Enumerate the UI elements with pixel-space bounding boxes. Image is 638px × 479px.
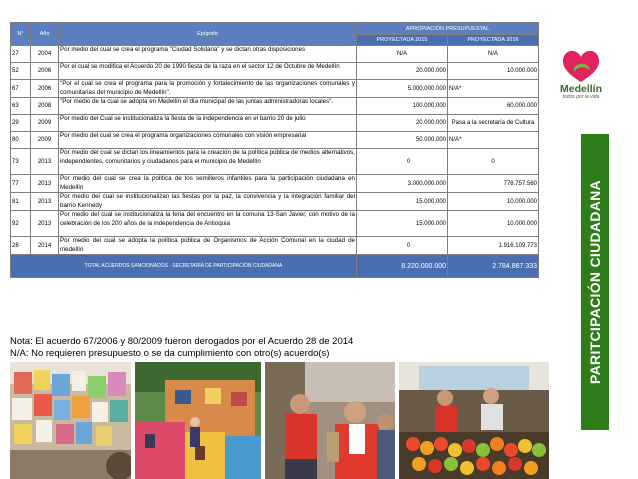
row-value-2015: 20.000.000	[357, 63, 448, 80]
side-banner-text: PARITCIPACIÓN CIUDADANA	[587, 180, 603, 384]
table-row	[11, 63, 539, 80]
photo-wall-drawings	[10, 362, 131, 479]
row-value-2016: 10.000.000	[448, 193, 539, 211]
row-value-2015: 0	[357, 149, 448, 175]
table-row	[11, 149, 539, 175]
row-year: 2013	[31, 149, 59, 175]
row-num: 77	[11, 175, 31, 193]
row-value-2015: 3.000.000.000	[357, 175, 448, 193]
table-row	[11, 98, 539, 115]
row-value-2016: 60.000.000	[448, 98, 539, 115]
table-row	[11, 115, 539, 132]
row-value-2015: 0	[357, 237, 448, 255]
total-2015: 8.220.000.000	[357, 255, 448, 278]
row-value-2015: 5.000.000.000	[357, 80, 448, 98]
header-epigraph: Epígrafe	[59, 23, 357, 46]
row-num: 52	[11, 63, 31, 80]
row-num: 92	[11, 211, 31, 237]
row-year: 2008	[31, 98, 59, 115]
table-row	[11, 211, 539, 237]
agreements-table	[10, 22, 539, 278]
header-num: N°	[11, 23, 31, 46]
side-banner	[581, 134, 609, 430]
row-year: 2009	[31, 132, 59, 149]
row-value-2016: N/A	[448, 46, 539, 63]
row-epigraph: Por el cual se modifica el Acuerdo 20 de 1990 fiesta de la raza en el sector 12 de Octubre de Medellín	[59, 63, 357, 80]
table-row	[11, 46, 539, 63]
row-value-2015: 15.000.000	[357, 211, 448, 237]
photo-community-workers	[265, 362, 395, 479]
row-year: 2004	[31, 46, 59, 63]
row-epigraph: Por medio del Cual se institucionaliza la fiesta de la independencia en el barrio 20 de julio	[59, 115, 357, 132]
row-value-2015: N/A	[357, 46, 448, 63]
row-epigraph: Por medio del cual se crea la política de los semilleros infantiles para la participación ciudadana en Medellín	[60, 175, 355, 191]
row-num: 63	[11, 98, 31, 115]
header-budget: APROPIACIÓN PRESUPUESTAL	[357, 23, 539, 35]
row-epigraph: Por medio del cual se crea el programa "Ciudad Solidaria" y se dictan otras disposiciones	[59, 46, 357, 63]
row-year: 2006	[31, 63, 59, 80]
total-label: TOTAL ACUERDOS SANCIONADOS - SECRETARÍA DE PARTICIPACIÓN CIUDADANA	[11, 255, 357, 278]
row-value-2016: N/A*	[448, 132, 539, 149]
row-value-2015: 20.000.000	[357, 115, 448, 132]
row-year: 2013	[31, 175, 59, 193]
row-value-2016: N/A*	[448, 80, 539, 98]
table-row	[11, 132, 539, 149]
photo-fruit-market	[399, 362, 549, 479]
logo-tagline: todos por la vida	[562, 94, 600, 100]
row-num: 28	[11, 237, 31, 255]
row-year: 2006	[31, 80, 59, 98]
row-epigraph: "Por el cual se crea el programa para la promoción y fortalecimiento de las organizaciones comunales y comunitarias del municipio de Medellín".	[60, 80, 355, 96]
header-year: Año	[31, 23, 59, 46]
header-projected-2015: PROYECTADA 2015	[357, 35, 448, 46]
row-epigraph: Por medio del cual se dictan los lineamientos para la creación de la política pública de medios alternativos, independientes, comunitarios y ciudadanos para el municipio de Medellín	[59, 149, 357, 175]
photo-colorful-houses	[135, 362, 261, 479]
row-num: 67	[11, 80, 31, 98]
row-num: 81	[11, 193, 31, 211]
row-value-2016: 0	[448, 149, 539, 175]
row-value-2016: 10.000.000	[448, 211, 539, 237]
total-2016: 2.784.867.333	[448, 255, 539, 278]
row-num: 27	[11, 46, 31, 63]
total-row	[11, 255, 539, 278]
row-value-2015: 100.000.000	[357, 98, 448, 115]
logo-name: Medellín	[559, 83, 602, 95]
row-epigraph: Por medio del cual se crea el programa organizaciones comunales con visión empresarial	[59, 132, 357, 149]
row-epigraph: Por medio del cual se adopta la política pública de Organismos de Acción Comunal en la ciudad de medellín	[60, 237, 355, 253]
row-value-2015: 15.000.000	[357, 193, 448, 211]
row-year: 2009	[31, 115, 59, 132]
table-row	[11, 193, 539, 211]
note-na: N/A: No requieren presupuesto o se da cumplimiento con otro(s) acuerdo(s)	[10, 348, 330, 359]
table-row	[11, 175, 539, 193]
row-value-2016: 778.757.560	[448, 175, 539, 193]
row-epigraph: "Por medio de la cual se adopta en Medellín el día municipal de las juntas administradoras locales".	[59, 98, 357, 115]
row-epigraph: Por medio del cual se institucionalizan las fiestas por la paz, la convivencia y la integración familiar del barrio Kennedy	[60, 193, 355, 209]
row-value-2016: 10.000.000	[448, 63, 539, 80]
row-epigraph: Por medio del cual se institucionaliza la feria del encuentro en la comuna 13-San Javier, con motivo de la celebración de los 200 años de la independencia de Antioquia	[59, 211, 357, 237]
row-value-2016: Pasa a la secretaría de Cultura	[448, 115, 539, 132]
table-body	[11, 46, 539, 255]
row-value-2016: 1.916.109.773	[448, 237, 539, 255]
row-year: 2014	[31, 237, 59, 255]
row-num: 29	[11, 115, 31, 132]
row-year: 2013	[31, 193, 59, 211]
row-num: 73	[11, 149, 31, 175]
table-row	[11, 237, 539, 255]
table-row	[11, 80, 539, 98]
row-year: 2013	[31, 211, 59, 237]
row-num: 80	[11, 132, 31, 149]
header-projected-2016: PROYECTADA 2016	[448, 35, 539, 46]
row-value-2015: 50.000.000	[357, 132, 448, 149]
note-derogated: Nota: El acuerdo 67/2006 y 80/2009 fueron derogados por el Acuerdo 28 de 2014	[10, 336, 354, 347]
